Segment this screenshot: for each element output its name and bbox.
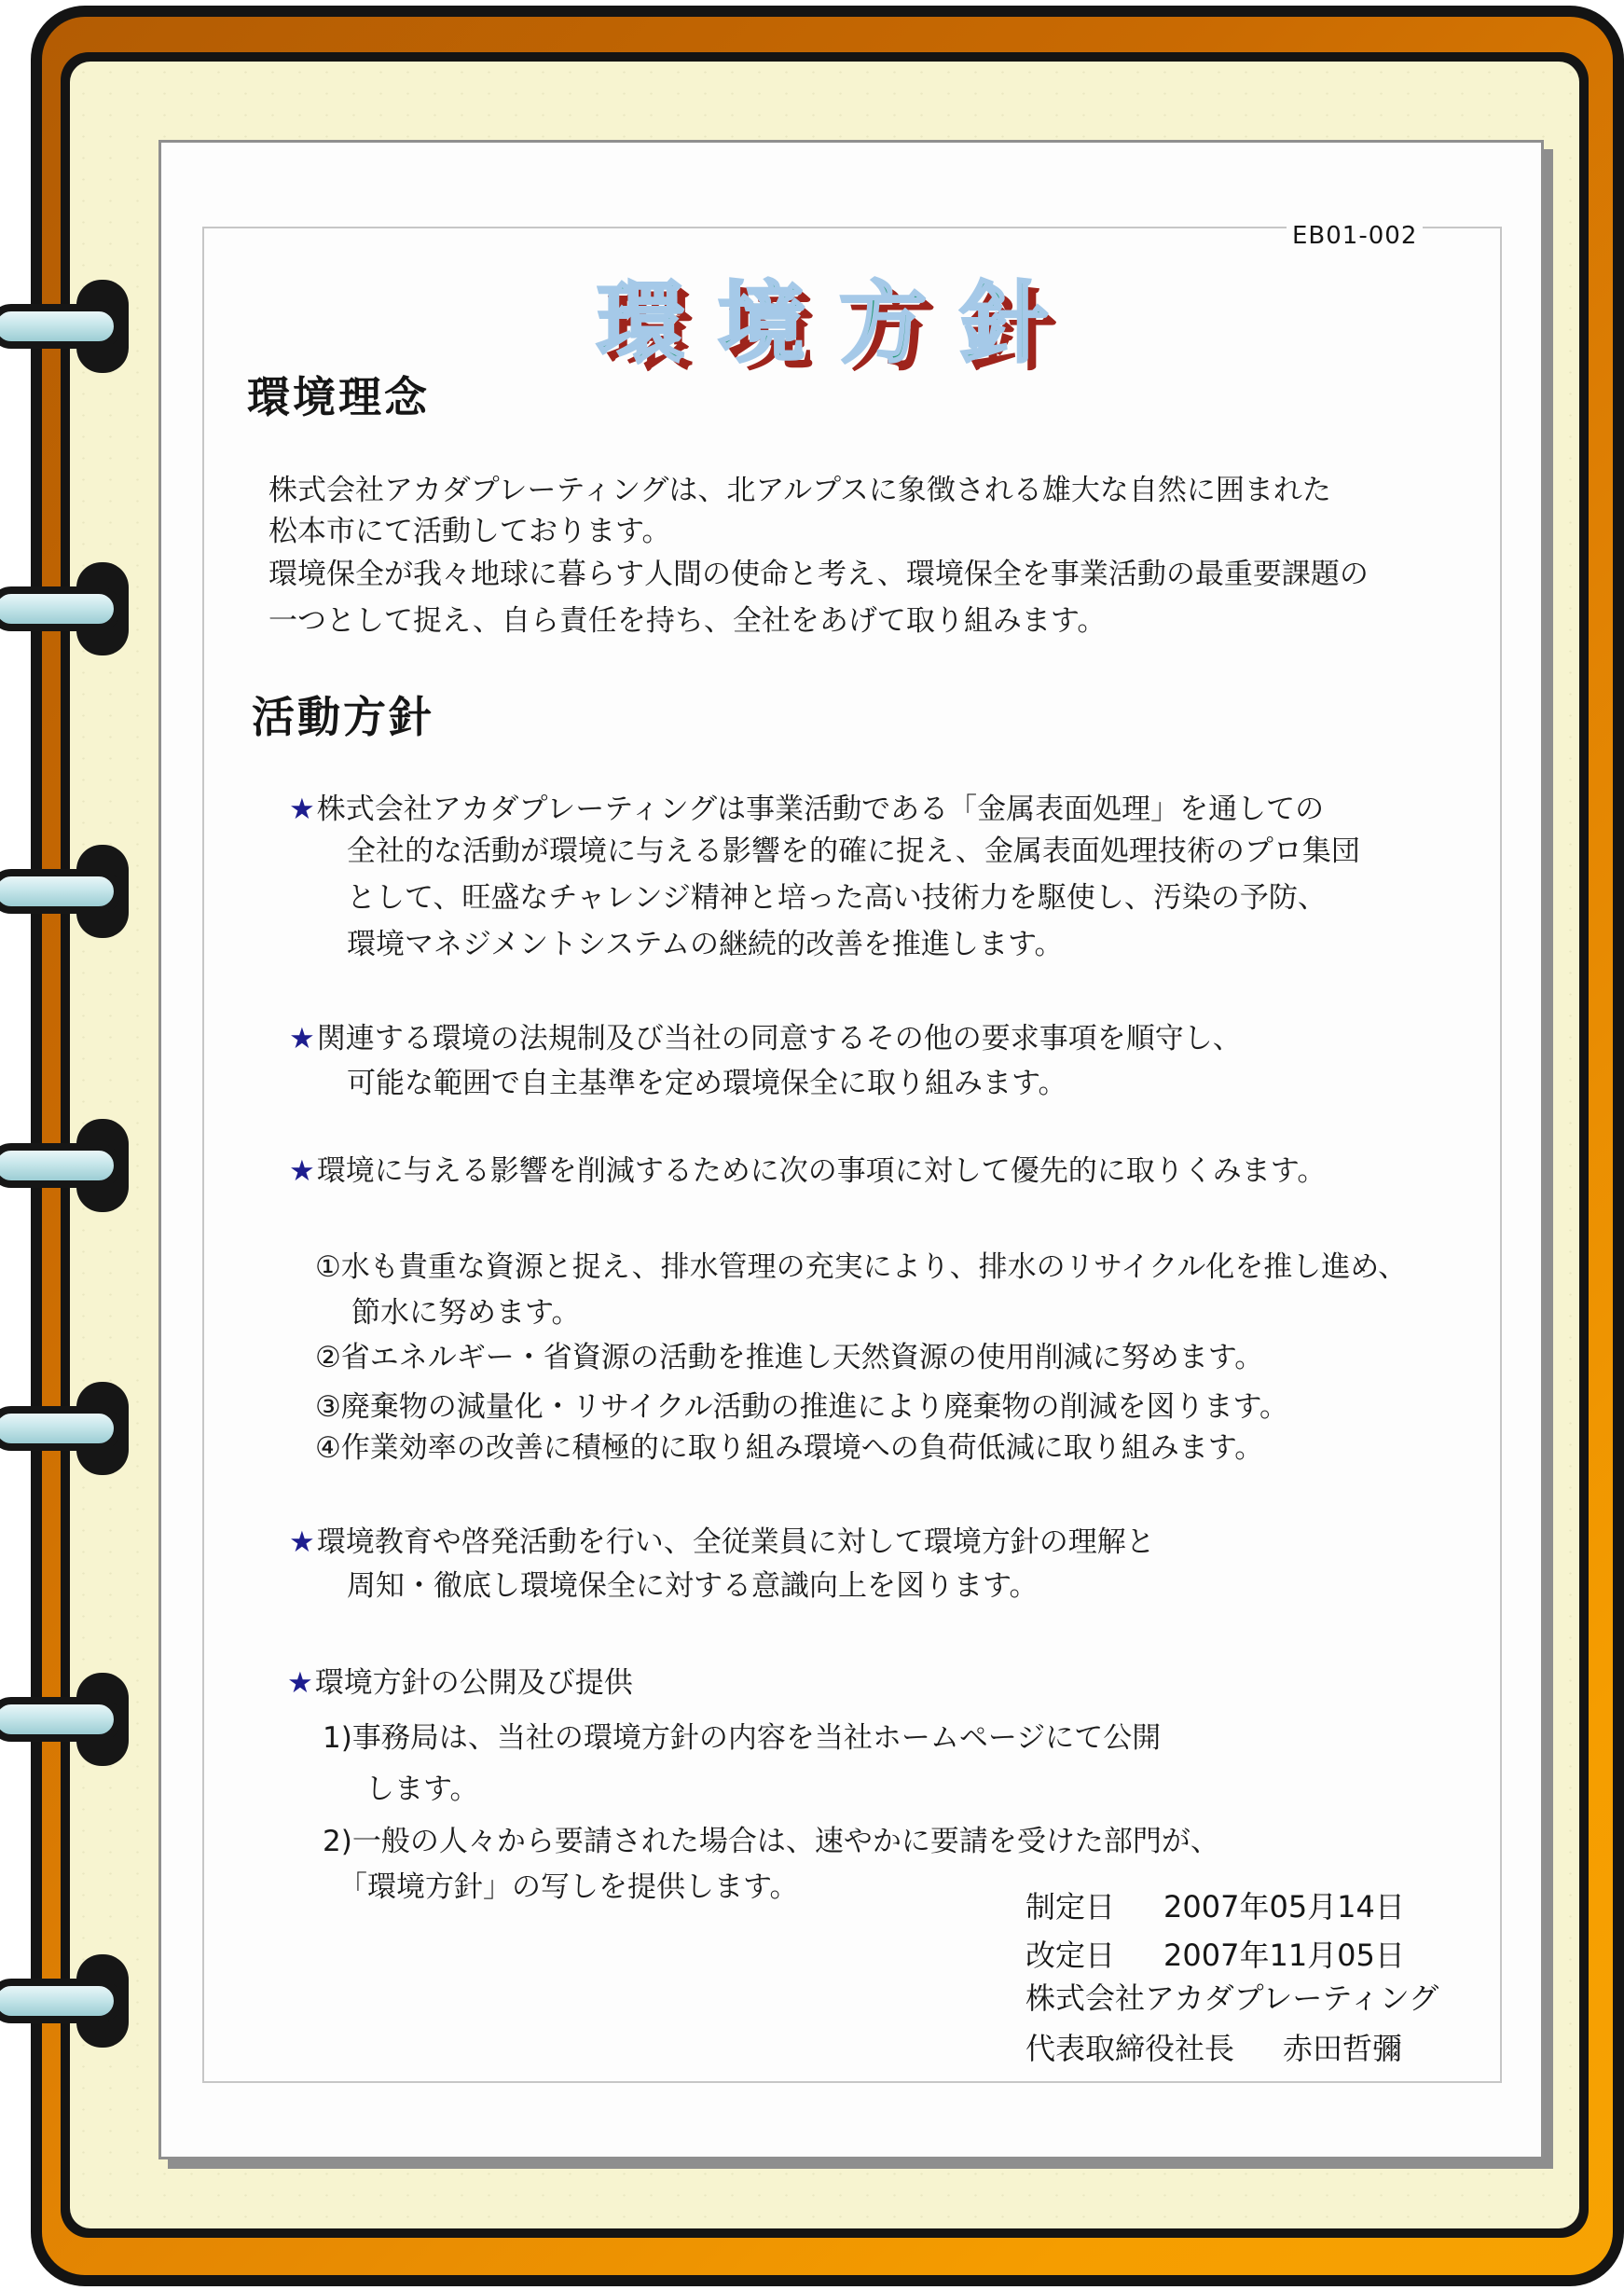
established-label: 制定日 bbox=[1025, 1889, 1116, 1924]
president-label: 代表取締役社長 bbox=[1025, 2031, 1235, 2066]
policy-item-text: 関連する環境の法規制及び当社の同意するその他の要求事項を順守し、 bbox=[316, 1022, 1242, 1055]
policy-item-line: として、旺盛なチャレンジ精神と培った高い技術力を駆使し、汚染の予防、 bbox=[347, 881, 1327, 915]
ring-pill-icon bbox=[0, 304, 121, 349]
page-title: 環境方針 bbox=[597, 273, 1082, 375]
ring-pill-icon bbox=[0, 869, 121, 914]
philosophy-line: 一つとして捉え、自ら責任を持ち、全社をあげて取り組みます。 bbox=[268, 604, 1107, 638]
ring-pill-icon bbox=[0, 1979, 121, 2023]
policy-paper bbox=[158, 140, 1544, 2159]
disclosure-line: 1)事務局は、当社の環境方針の内容を当社ホームページにて公開 bbox=[323, 1721, 1162, 1755]
revised-date-row bbox=[1025, 1932, 1405, 1975]
policy-item-text: 環境に与える影響を削減するために次の事項に対して優先的に取りくみます。 bbox=[316, 1154, 1327, 1188]
policy-item-line: 可能な範囲で自主基準を定め環境保全に取り組みます。 bbox=[347, 1067, 1067, 1100]
priority-item: 節水に努めます。 bbox=[351, 1296, 581, 1330]
policy-item-text: 株式会社アカダプレーティングは事業活動である「金属表面処理」を通しての bbox=[316, 793, 1325, 826]
revised-label: 改定日 bbox=[1025, 1938, 1116, 1973]
star-icon: ★ bbox=[289, 1022, 315, 1055]
ring-pill-icon bbox=[0, 1143, 121, 1188]
star-icon: ★ bbox=[289, 1154, 315, 1188]
priority-item: ③廃棄物の減量化・リサイクル活動の推進により廃棄物の削減を図ります。 bbox=[315, 1390, 1288, 1424]
policy-item-line bbox=[289, 1518, 1155, 1560]
priority-item: ①水も貴重な資源と捉え、排水管理の充実により、排水のリサイクル化を推し進め、 bbox=[315, 1250, 1408, 1284]
ring-pill-icon bbox=[0, 586, 121, 631]
priority-item: ④作業効率の改善に積極的に取り組み環境への負荷低減に取り組みます。 bbox=[315, 1431, 1264, 1465]
policy-heading: 活動方針 bbox=[252, 692, 434, 742]
company-name: 株式会社アカダプレーティング bbox=[1025, 1980, 1439, 2016]
priority-item: ②省エネルギー・省資源の活動を推進し天然資源の使用削減に努めます。 bbox=[315, 1341, 1264, 1374]
philosophy-heading: 環境理念 bbox=[247, 372, 430, 422]
star-icon: ★ bbox=[289, 1525, 315, 1559]
star-icon: ★ bbox=[287, 1666, 313, 1700]
president-row bbox=[1025, 2025, 1402, 2068]
disclosure-line: 「環境方針」の写しを提供します。 bbox=[338, 1870, 799, 1904]
philosophy-line: 環境保全が我々地球に暮らす人間の使命と考え、環境保全を事業活動の最重要課題の bbox=[268, 558, 1369, 591]
star-icon: ★ bbox=[289, 793, 315, 826]
ring-pill-icon bbox=[0, 1697, 121, 1742]
policy-item-line bbox=[287, 1659, 633, 1701]
ring-pill-icon bbox=[0, 1406, 121, 1451]
doc-code: EB01-002 bbox=[1287, 222, 1423, 250]
policy-item-line: 全社的な活動が環境に与える影響を的確に捉え、金属表面処理技術のプロ集団 bbox=[347, 835, 1360, 868]
established-date: 2007年05月14日 bbox=[1163, 1889, 1405, 1924]
philosophy-line: 株式会社アカダプレーティングは、北アルプスに象徴される雄大な自然に囲まれた bbox=[268, 474, 1331, 507]
disclosure-line: します。 bbox=[365, 1773, 479, 1806]
policy-item-line bbox=[289, 1147, 1326, 1189]
president-name: 赤田哲彌 bbox=[1283, 2031, 1403, 2066]
policy-item-line bbox=[289, 1014, 1242, 1056]
policy-item-text: 環境方針の公開及び提供 bbox=[314, 1666, 633, 1700]
policy-item-line bbox=[289, 785, 1324, 827]
policy-item-text: 環境教育や啓発活動を行い、全従業員に対して環境方針の理解と bbox=[316, 1525, 1155, 1559]
revised-date: 2007年11月05日 bbox=[1163, 1938, 1405, 1973]
established-date-row bbox=[1025, 1883, 1405, 1926]
policy-item-line: 周知・徹底し環境保全に対する意識向上を図ります。 bbox=[347, 1569, 1039, 1603]
disclosure-line: 2)一般の人々から要請された場合は、速やかに要請を受けた部門が、 bbox=[323, 1825, 1219, 1858]
philosophy-line: 松本市にて活動しております。 bbox=[268, 515, 671, 548]
policy-item-line: 環境マネジメントシステムの継続的改善を推進します。 bbox=[347, 928, 1064, 961]
